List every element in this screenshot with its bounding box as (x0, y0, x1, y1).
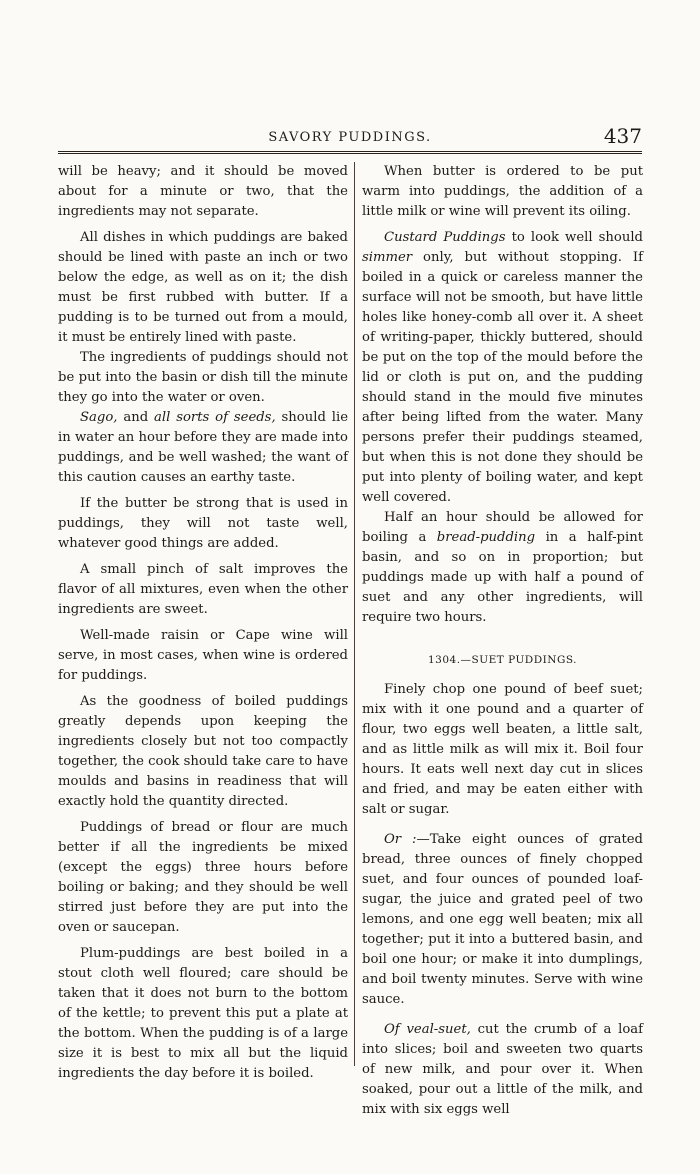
text-run: Half an hour should be allowed for boiling a (362, 510, 643, 545)
paragraph (362, 228, 643, 508)
section-heading: 1304.—SUET PUDDINGS. (427, 654, 578, 666)
header-rule (58, 151, 642, 154)
paragraph: If the butter be strong that is used in puddings, they will not taste well, whatever good things are added. (58, 496, 348, 551)
text-run: to look well should (505, 230, 643, 245)
paragraph (58, 408, 348, 488)
paragraph: will be heavy; and it should be moved about for a minute or two, that the ingredients may not separate. (58, 164, 348, 219)
paragraph: Puddings of bread or flour are much better if all the ingredients be mixed (except the eggs) three hours before boiling or baking; and they should be well stirred just before they are put into the oven or saucepan. (58, 820, 348, 935)
italic-term: Of veal-suet, (384, 1022, 471, 1037)
italic-term: simmer (362, 250, 413, 265)
paragraph: Well-made raisin or Cape wine will serve, in most cases, when wine is ordered for puddings. (58, 628, 348, 683)
paragraph: The ingredients of puddings should not be put into the basin or dish till the minute they go into the water or oven. (58, 350, 348, 405)
italic-term: Or : (384, 832, 417, 847)
paragraph (362, 508, 643, 628)
paragraph: A small pinch of salt improves the flavor of all mixtures, even when the other ingredients are sweet. (58, 562, 348, 617)
text-run: and (117, 410, 155, 425)
italic-term: bread-pudding (436, 530, 536, 545)
italic-term: Sago, (80, 410, 118, 425)
paragraph (362, 830, 643, 1010)
running-title: SAVORY PUDDINGS. (268, 130, 432, 145)
paragraph: Plum-puddings are best boiled in a stout cloth well floured; care should be taken that it does not burn to the bottom of the kettle; to prevent this put a plate at the bottom. When the pudding is of a large size it is best to mix all but the liquid ingredients the day before it is boiled. (58, 946, 348, 1081)
text-run: —Take eight ounces of grated bread, three ounces of finely chopped suet, and four ounces of pounded loaf-sugar, the juice and grated peel of two lemons, and one egg well beaten; mix all together; put it into a buttered basin, and boil one hour; or make it into dumplings, and boil twenty minutes. Serve with wine sauce. (362, 832, 643, 1007)
text-run: only, but without stopping. If boiled in a quick or careless manner the surface will not be smooth, but have little holes like honey-comb all over it. A sheet of writing-paper, thickly buttered, should be put on the top of the mould before the lid or cloth is put on, and the pudding should stand in the mould five minutes after being lifted from the water. Many persons prefer their puddings steamed, but when this is not done they should be put into plenty of boiling water, and kept well covered. (362, 250, 643, 505)
paragraph: As the goodness of boiled puddings greatly depends upon keeping the ingredients closely but not too compactly together, the cook should take care to have moulds and basins in readiness that will exactly hold the quantity directed. (58, 694, 348, 809)
left-column (58, 162, 348, 1084)
text-run: cut the crumb of a loaf into slices; boil and sweeten two quarts of new milk, and pour over it. When soaked, pour out a little of the milk, and mix with six eggs well (362, 1022, 644, 1117)
paragraph: All dishes in which puddings are baked should be lined with paste an inch or two below the edge, as well as on it; the dish must be first rubbed with butter. If a pudding is to be turned out from a mould, it must be entirely lined with paste. (58, 230, 348, 345)
italic-term: Custard Puddings (384, 230, 506, 245)
text-run: in a half-pint basin, and so on in proportion; but puddings made up with half a pound of suet and any other ingredients, will require two hours. (362, 530, 643, 625)
italic-term: all sorts of seeds, (154, 410, 276, 425)
paragraph: When butter is ordered to be put warm into puddings, the addition of a little milk or wine will prevent its oiling. (362, 164, 643, 219)
right-column (362, 162, 643, 1120)
column-divider (354, 162, 355, 1066)
page-number: 437 (603, 124, 642, 148)
page-header (58, 124, 642, 152)
paragraph (362, 1020, 643, 1120)
text-run: should lie in water an hour before they are made into puddings, and be well washed; the want of this caution causes an earthy taste. (58, 410, 348, 485)
paragraph: Finely chop one pound of beef suet; mix with it one pound and a quarter of flour, two eggs well beaten, a little salt, and as little milk as will mix it. Boil four hours. It eats well next day cut in slices and fried, and may be eaten either with salt or sugar. (362, 682, 643, 817)
